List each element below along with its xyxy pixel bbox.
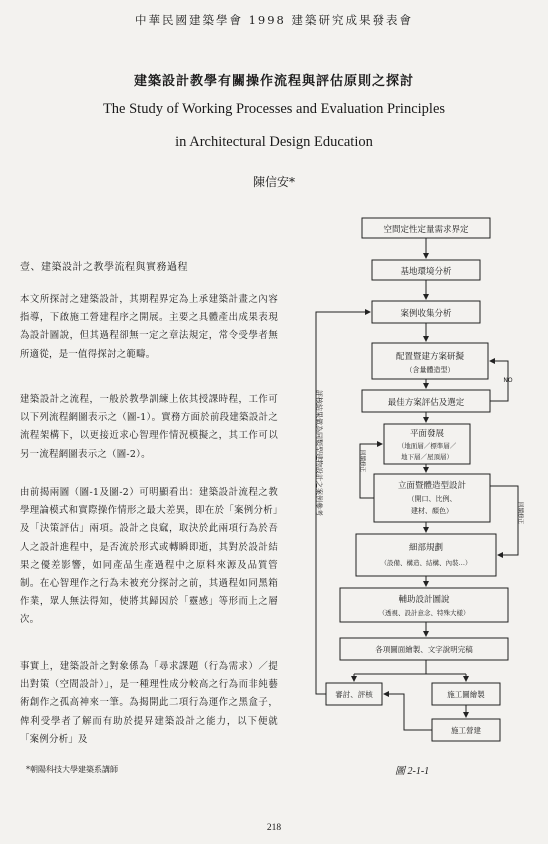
flow-text-6c: 地下層／屋頂層） — [401, 453, 453, 461]
flow-label-left-loop: 評核結果做為同類型建物設計之案例參考 — [315, 390, 323, 516]
paper-title-chinese: 建築設計教學有關操作流程與評估原則之探討 — [133, 74, 414, 89]
flow-text-5: 最佳方案評估及選定 — [387, 398, 465, 408]
flow-text-4: 配置暨建方案研擬 — [395, 352, 465, 362]
flow-text-11: 審討、評核 — [335, 690, 373, 699]
author: 陳信安* — [252, 175, 295, 189]
flow-text-8b: （設備、構造、結構、內裝…） — [380, 559, 472, 567]
flow-text-9: 輔助設計圖說 — [398, 595, 450, 605]
figure-caption: 圖 2-1-1 — [395, 766, 430, 777]
flow-text-7: 立面暨體造型設計 — [397, 481, 467, 491]
flowchart-diagram — [300, 210, 535, 760]
flow-text-4b: （含量體造型） — [405, 366, 455, 374]
flow-text-3: 案例收集分析 — [400, 309, 452, 319]
flow-box-detail-planning — [356, 534, 496, 576]
flow-label-no: NO — [503, 377, 513, 384]
flow-text-2: 基地環境分析 — [400, 267, 452, 277]
running-header: 中華民國建築學會 1998 建築研究成果發表會 — [134, 13, 414, 27]
body-paragraph-4: 事實上，建築設計之對象係為「尋求課題（行為需求）／提出對策（空間設計）」，是一種理性成分較高之行為而非純藝術創作之孤高神來一筆。為揭開此二項行為運作之黑盒子，俾利受學者了解而有助於提昇建築設計之能力，以下便就「案例分析」及 — [20, 661, 278, 745]
body-paragraph-3: 由前揭兩圖（圖-1及圖-2）可明顯看出：建築設計流程之教學理論模式和實際操作情形之最大差異，即在於「案例分析」及「決策評估」兩項。設計之良窳，取決於此兩項行為於吾人之設計進程中，是否流於形式或轉瞬即逝，其對於設計結果之優差影響，如同產品生產過程中之原料來源及品質管制。在心智理作之行為未被充分探討之前，其過程如同黑箱作業，眾人無法得知，使將其歸因於「靈感」等形而上之層次。 — [20, 487, 278, 626]
paper-title-english-line2: in Architectural Design Education — [175, 134, 373, 150]
flow-label-left-loop2: 回饋修正 — [359, 450, 365, 473]
flow-text-1: 空間定性定量需求界定 — [383, 225, 469, 235]
paper-title-english-line1: The Study of Working Processes and Evaluation Principles — [102, 101, 446, 117]
section-heading: 壹、建築設計之教學流程與實務過程 — [20, 262, 188, 273]
flow-text-8: 細部規劃 — [408, 543, 444, 553]
flow-text-13: 施工營建 — [451, 726, 481, 735]
flow-text-7c: 建材、顏色） — [411, 507, 453, 515]
page-number: 218 — [266, 823, 282, 833]
body-paragraph-2: 建築設計之流程，一般於教學訓練上依其授課時程，工作可以下列流程網圖表示之（圖-1）。實務方面於前段建築設計之流程架構下，以更接近求心智理作情況模擬之，其工作可以另一流程網圖表示之（圖-2）。 — [20, 394, 278, 460]
body-paragraph-1: 本文所探討之建築設計，其期程界定為上承建築計畫之內容指導，下啟施工營建程序之開展。主要之具體產出成果表現為設計圖說，但其過程卻無一定之章法規定，常令受學者無所適從，是一值得探討之範疇。 — [20, 294, 278, 360]
flow-text-7b: （開口、比例、 — [407, 495, 457, 503]
flow-text-12: 施工圖繪製 — [447, 690, 485, 699]
flow-label-right-loop: 回饋修正 — [517, 502, 523, 525]
flow-text-6: 平面發展 — [409, 429, 445, 439]
flow-text-6b: （地面層／標準層／ — [397, 442, 457, 450]
flow-text-10: 各項圖面繪製、文字說明完稿 — [375, 645, 473, 654]
footnote: *朝陽科技大學建築系講師 — [26, 765, 118, 774]
flow-text-9b: （透視、設計意念、特殊大樣） — [378, 609, 470, 617]
